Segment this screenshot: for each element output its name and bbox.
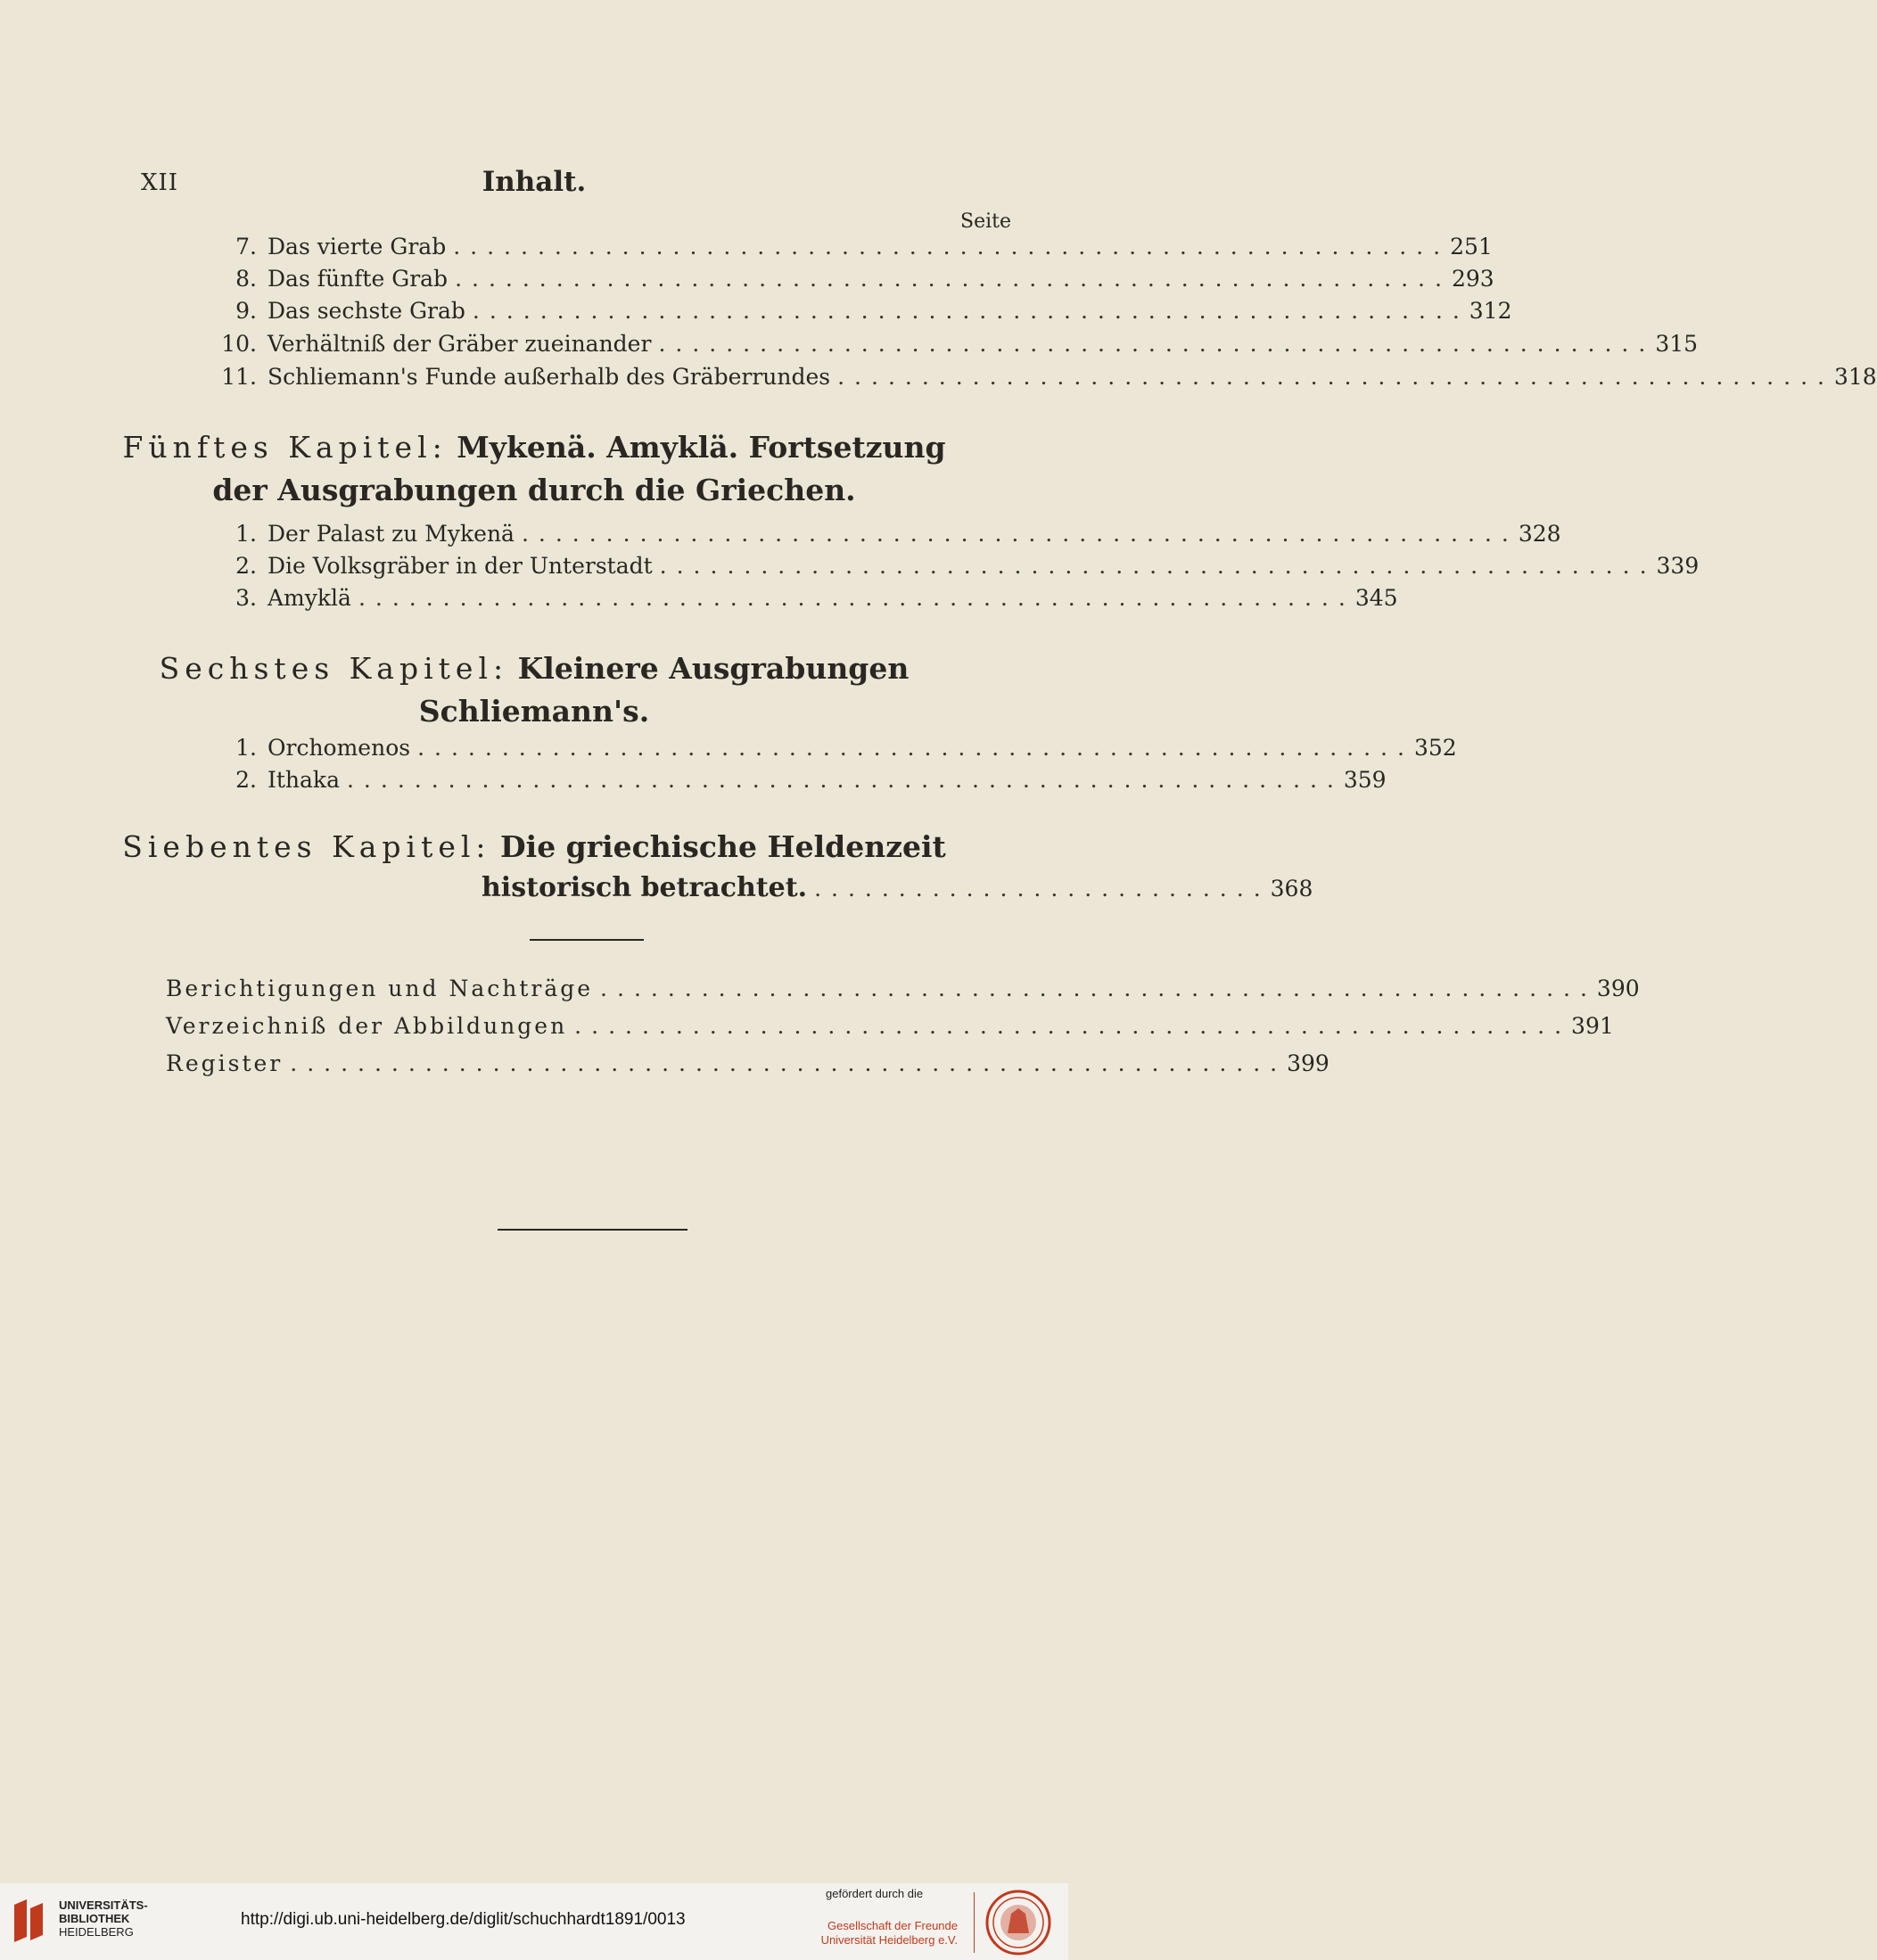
page-number-roman: XII bbox=[141, 169, 179, 196]
library-name bbox=[59, 1898, 148, 1939]
entry-page: 312 bbox=[1469, 298, 1512, 324]
toc-entry[interactable] bbox=[203, 585, 1398, 617]
entry-title: Ithaka bbox=[268, 767, 340, 793]
entry-page: 391 bbox=[1571, 1013, 1614, 1039]
entry-number: 3. bbox=[235, 585, 257, 611]
entry-number: 11. bbox=[221, 364, 257, 390]
entry-title: Register bbox=[166, 1050, 284, 1076]
chapter-title-line1: Mykenä. Amyklä. Fortsetzung bbox=[457, 430, 946, 465]
entry-title: Die Volksgräber in der Unterstadt bbox=[268, 553, 653, 579]
toc-entry[interactable] bbox=[203, 553, 1700, 585]
entry-title: Schliemann's Funde außerhalb des Gräberrundes bbox=[268, 364, 831, 390]
chapter-prefix: Sechstes Kapitel: bbox=[159, 651, 509, 686]
entry-number: 2. bbox=[235, 553, 257, 579]
society-name-line1: Gesellschaft der Freunde bbox=[827, 1919, 958, 1932]
entry-title: Das fünfte Grab bbox=[268, 266, 449, 292]
leader-dots: ........................................................... bbox=[472, 298, 1469, 324]
entry-page: 315 bbox=[1655, 331, 1699, 357]
toc-entry[interactable] bbox=[203, 331, 1699, 363]
leader-dots: ........................................................... bbox=[417, 735, 1414, 761]
entry-number: 8. bbox=[235, 266, 257, 292]
toc-entry[interactable] bbox=[203, 735, 1457, 767]
toc-entry[interactable] bbox=[166, 1050, 1330, 1083]
toc-entry[interactable] bbox=[166, 1013, 1614, 1045]
chapter-title-line1: Kleinere Ausgrabungen bbox=[517, 651, 910, 686]
library-name-line1: UNIVERSITÄTS- bbox=[59, 1898, 148, 1912]
leader-dots: ........................................................... bbox=[455, 266, 1452, 292]
leader-dots: ........................................................... bbox=[346, 767, 1344, 793]
entry-number: 10. bbox=[221, 331, 257, 357]
permalink-url[interactable]: http://digi.ub.uni-heidelberg.de/diglit/schuchhardt1891/0013 bbox=[241, 1910, 686, 1929]
entry-title: Orchomenos bbox=[268, 735, 411, 761]
entry-title: Das sechste Grab bbox=[268, 298, 465, 324]
entry-page: 399 bbox=[1287, 1050, 1330, 1076]
entry-title: Verzeichniß der Abbildungen bbox=[166, 1013, 568, 1039]
leader-dots: ........................................................... bbox=[453, 234, 1451, 259]
page-title: Inhalt. bbox=[482, 166, 587, 198]
entry-number: 1. bbox=[235, 735, 257, 761]
chapter-prefix: Siebentes Kapitel: bbox=[122, 829, 491, 864]
leader-dots: ........................... bbox=[814, 876, 1271, 902]
society-name-line2: Universität Heidelberg e.V. bbox=[820, 1933, 958, 1947]
entry-title: Amyklä bbox=[268, 585, 351, 611]
entry-page: 359 bbox=[1343, 767, 1387, 793]
toc-entry[interactable] bbox=[203, 298, 1512, 330]
entry-page: 345 bbox=[1354, 585, 1398, 611]
entry-number: 9. bbox=[235, 298, 257, 324]
chapter-heading bbox=[0, 426, 1068, 512]
entry-title: Das vierte Grab bbox=[268, 234, 447, 259]
toc-entry-chapter7[interactable] bbox=[482, 872, 1313, 911]
chapter-prefix: Fünftes Kapitel: bbox=[122, 430, 448, 465]
chapter-heading bbox=[0, 647, 1068, 733]
leader-dots: ........................................................... bbox=[600, 976, 1597, 1001]
chapter-title-line1: Die griechische Heldenzeit bbox=[500, 829, 946, 864]
chapter-heading bbox=[0, 829, 1068, 864]
chapter-title-line2: historisch betrachtet. bbox=[482, 872, 808, 903]
entry-page: 318 bbox=[1833, 364, 1877, 390]
leader-dots: ........................................................... bbox=[659, 553, 1657, 579]
library-name-line2: BIBLIOTHEK bbox=[59, 1912, 130, 1925]
toc-entry[interactable] bbox=[203, 266, 1494, 298]
entry-number: 7. bbox=[235, 234, 257, 259]
funded-by-label: gefördert durch die bbox=[826, 1887, 924, 1900]
toc-entry[interactable] bbox=[203, 234, 1493, 266]
entry-page: 251 bbox=[1450, 234, 1493, 259]
entry-title: Der Palast zu Mykenä bbox=[268, 521, 515, 547]
end-rule bbox=[498, 1229, 687, 1231]
entry-page: 368 bbox=[1270, 876, 1313, 902]
entry-page: 390 bbox=[1596, 976, 1640, 1001]
entry-number: 1. bbox=[235, 521, 257, 547]
footer-divider bbox=[974, 1892, 975, 1953]
entry-page: 293 bbox=[1451, 266, 1494, 292]
entry-page: 339 bbox=[1656, 553, 1700, 579]
university-seal-icon bbox=[984, 1889, 1052, 1956]
viewer-footer bbox=[0, 1883, 1068, 1960]
chapter-title-line2: der Ausgrabungen durch die Griechen. bbox=[212, 473, 856, 507]
divider-rule bbox=[530, 939, 644, 941]
chapter-title-line2: Schliemann's. bbox=[418, 694, 650, 729]
toc-entry[interactable] bbox=[203, 767, 1387, 799]
leader-dots: ........................................................... bbox=[290, 1050, 1288, 1076]
entry-page: 328 bbox=[1518, 521, 1561, 547]
university-library-logo-icon bbox=[11, 1896, 46, 1948]
toc-entry[interactable] bbox=[203, 364, 1877, 396]
entry-page: 352 bbox=[1413, 735, 1457, 761]
leader-dots: ........................................................... bbox=[574, 1013, 1572, 1039]
library-name-line3: HEIDELBERG bbox=[59, 1925, 134, 1939]
society-name bbox=[821, 1919, 958, 1948]
leader-dots: ........................................................... bbox=[358, 585, 1355, 611]
leader-dots: ........................................................... bbox=[521, 521, 1519, 547]
toc-entry[interactable] bbox=[203, 521, 1561, 553]
entry-number: 2. bbox=[235, 767, 257, 793]
leader-dots: ........................................................... bbox=[658, 331, 1656, 357]
leader-dots: ........................................................... bbox=[837, 364, 1834, 390]
seite-label: Seite bbox=[960, 210, 1011, 233]
entry-title: Berichtigungen und Nachträge bbox=[166, 976, 594, 1001]
entry-title: Verhältniß der Gräber zueinander bbox=[268, 331, 652, 357]
toc-entry[interactable] bbox=[166, 976, 1640, 1008]
